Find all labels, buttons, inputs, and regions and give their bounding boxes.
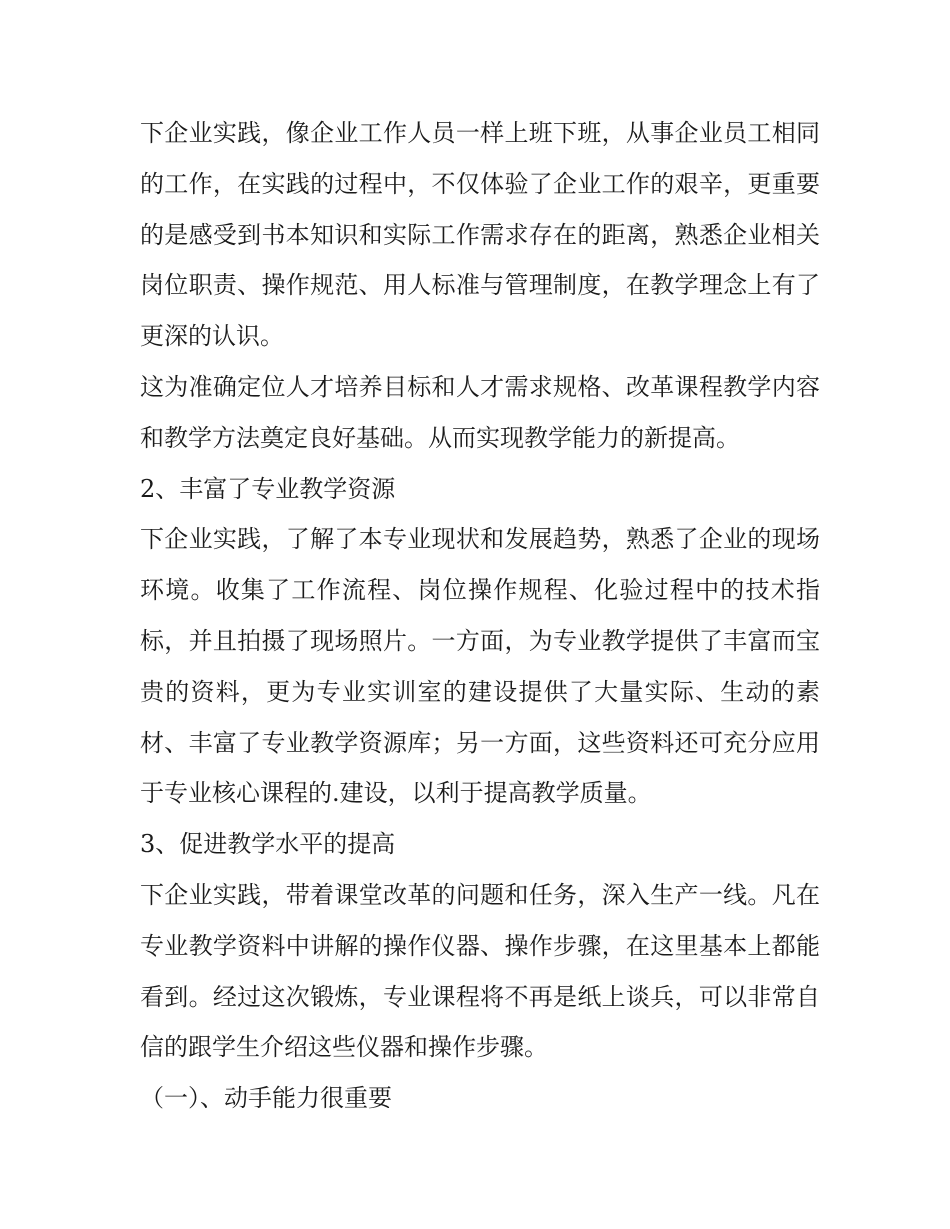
paragraph-practice-experience: 下企业实践，像企业工作人员一样上班下班，从事企业员工相同的工作，在实践的过程中，不仅体验了企业工作的艰辛，更重要的是感受到书本知识和实际工作需求存在的距离，熟悉企业相关岗位职责、操作规范、用人标准与管理制度，在教学理念上有了更深的认识。 xyxy=(140,119,820,351)
paragraph-teaching-level: 下企业实践，带着课堂改革的问题和任务，深入生产一线。凡在专业教学资料中讲解的操作仪器、操作步骤，在这里基本上都能看到。经过这次锻炼，专业课程将不再是纸上谈兵，可以非常自信的跟学生介绍这些仪器和操作步骤。 xyxy=(140,880,820,1062)
paragraph-teaching-resources: 下企业实践，了解了本专业现状和发展趋势，熟悉了企业的现场环境。收集了工作流程、岗位操作规程、化验过程中的技术指标，并且拍摄了现场照片。一方面，为专业教学提供了丰富而宝贵的资料，更为专业实训室的建设提供了大量实际、生动的素材、丰富了专业教学资源库；另一方面，这些资料还可充分应用于专业核心课程的.建设，以利于提高教学质量。 xyxy=(140,525,820,808)
paragraph-foundation: 这为准确定位人才培养目标和人才需求规格、改革课程教学内容和教学方法奠定良好基础。从而实现教学能力的新提高。 xyxy=(140,372,820,452)
heading-teaching-level: 3、促进教学水平的提高 xyxy=(140,830,396,859)
heading-hands-on-ability: （一）、动手能力很重要 xyxy=(140,1084,392,1113)
heading-teaching-resources: 2、丰富了专业教学资源 xyxy=(140,474,396,503)
document-body xyxy=(140,108,820,1124)
